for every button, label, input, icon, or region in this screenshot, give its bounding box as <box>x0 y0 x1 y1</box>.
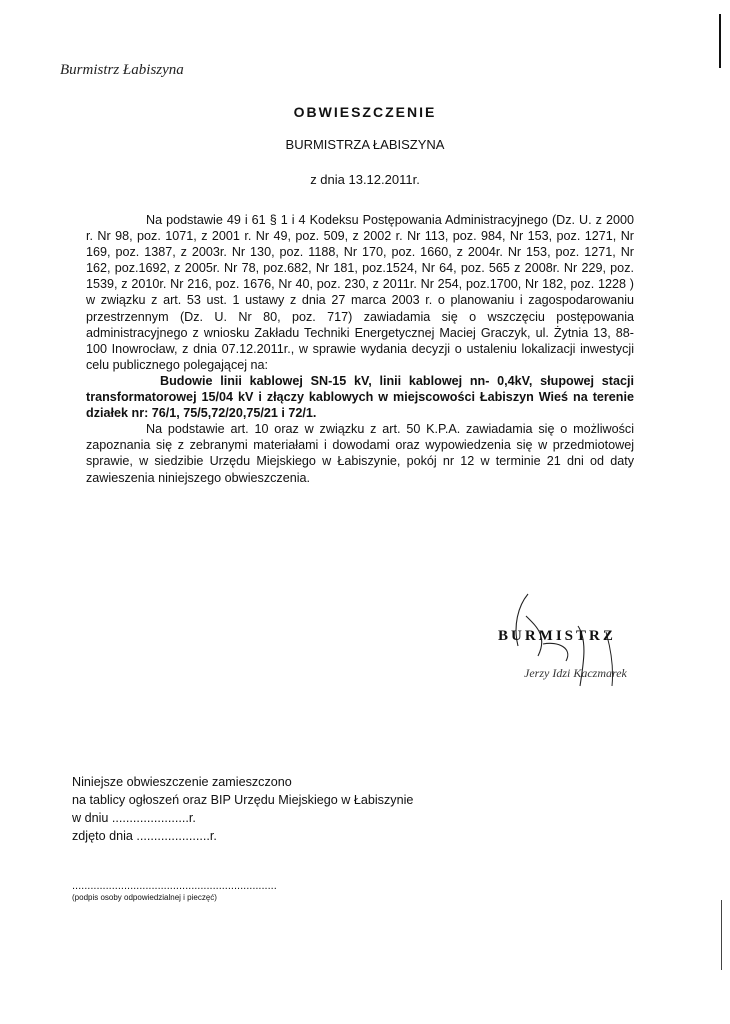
posting-line-3: w dniu ......................r. <box>72 811 196 825</box>
posting-line-4: zdjęto dnia .....................r. <box>72 829 217 843</box>
office-stamp: Burmistrz Łabiszyna <box>60 62 184 78</box>
paragraph-legal-basis: Na podstawie 49 i 61 § 1 i 4 Kodeksu Postępowania Administracyjnego (Dz. U. z 2000 r. Nr 98, poz. 1071, z 2001 r. Nr 49, poz. 509, z 2002 r. Nr 113, poz. 984, Nr 153, poz. 1271, Nr 169, poz. 1387, z 2003r. Nr 130, poz. 1188, Nr 170, poz. 1660, z 2004r. Nr 153, poz. 1271, Nr 162, poz.1692, z 2005r. Nr 78, poz.682, Nr 181, poz.1524, Nr 64, poz. 565 z 2008r. Nr 229, poz. 1539, z 2010r. Nr 216, poz. 1676, Nr 40, poz. 230, z 2011r. Nr 254, poz.1700, Nr 182, poz. 1228 ) w związku z art. 53 ust. 1 ustawy z dnia 27 marca 2003 r. o planowaniu i zagospodarowaniu przestrzennym (Dz. U. Nr 80, poz. 717) zawiadamia się o wszczęciu postępowania administracyjnego z wniosku Zakładu Techniki Energetycznej Maciej Graczyk, ul. Żytnia 13, 88-100 Inowrocław, z dnia 07.12.2011r., w sprawie wydania decyzji o ustaleniu lokalizacji inwestycji celu publicznego polegającej na: <box>86 213 634 372</box>
document-title: OBWIESZCZENIE <box>293 104 437 120</box>
posting-note <box>72 773 413 845</box>
posting-line-1: Niniejsze obwieszczenie zamieszczono <box>72 775 292 789</box>
paragraph-investment: Budowie linii kablowej SN-15 kV, linii kablowej nn- 0,4kV, słupowej stacji transformatorowej 15/04 kV i złączy kablowych w miejscowości Łabiszyn Wieś na terenie działek nr: 76/1, 75/5,72/20,75/21 i 72/1. <box>86 373 634 421</box>
signature-caption: (podpis osoby odpowiedzialnej i pieczęć) <box>72 893 217 902</box>
scan-edge-line <box>719 14 721 68</box>
signature-title: BURMISTRZ <box>498 628 616 644</box>
signature-block <box>488 586 658 696</box>
document-subtitle: BURMISTRZA ŁABISZYNA <box>285 137 445 152</box>
paragraph-notice: Na podstawie art. 10 oraz w związku z art. 50 K.P.A. zawiadamia się o możliwości zapoznania się z zebranymi materiałami i dowodami oraz wypowiedzenia się w przedmiotowej sprawie, w siedzibie Urzędu Miejskiego w Łabiszynie, pokój nr 12 w terminie 21 dni od daty zawieszenia niniejszego obwieszczenia. <box>86 422 634 485</box>
signature-name: Jerzy Idzi Kaczmarek <box>524 666 627 680</box>
document-date: z dnia 13.12.2011r. <box>310 172 420 187</box>
document-body <box>86 212 634 486</box>
scan-edge-line-bottom <box>721 900 722 970</box>
signature-dotted-line: ................................................................... <box>72 880 277 892</box>
posting-line-2: na tablicy ogłoszeń oraz BIP Urzędu Miejskiego w Łabiszynie <box>72 793 414 807</box>
